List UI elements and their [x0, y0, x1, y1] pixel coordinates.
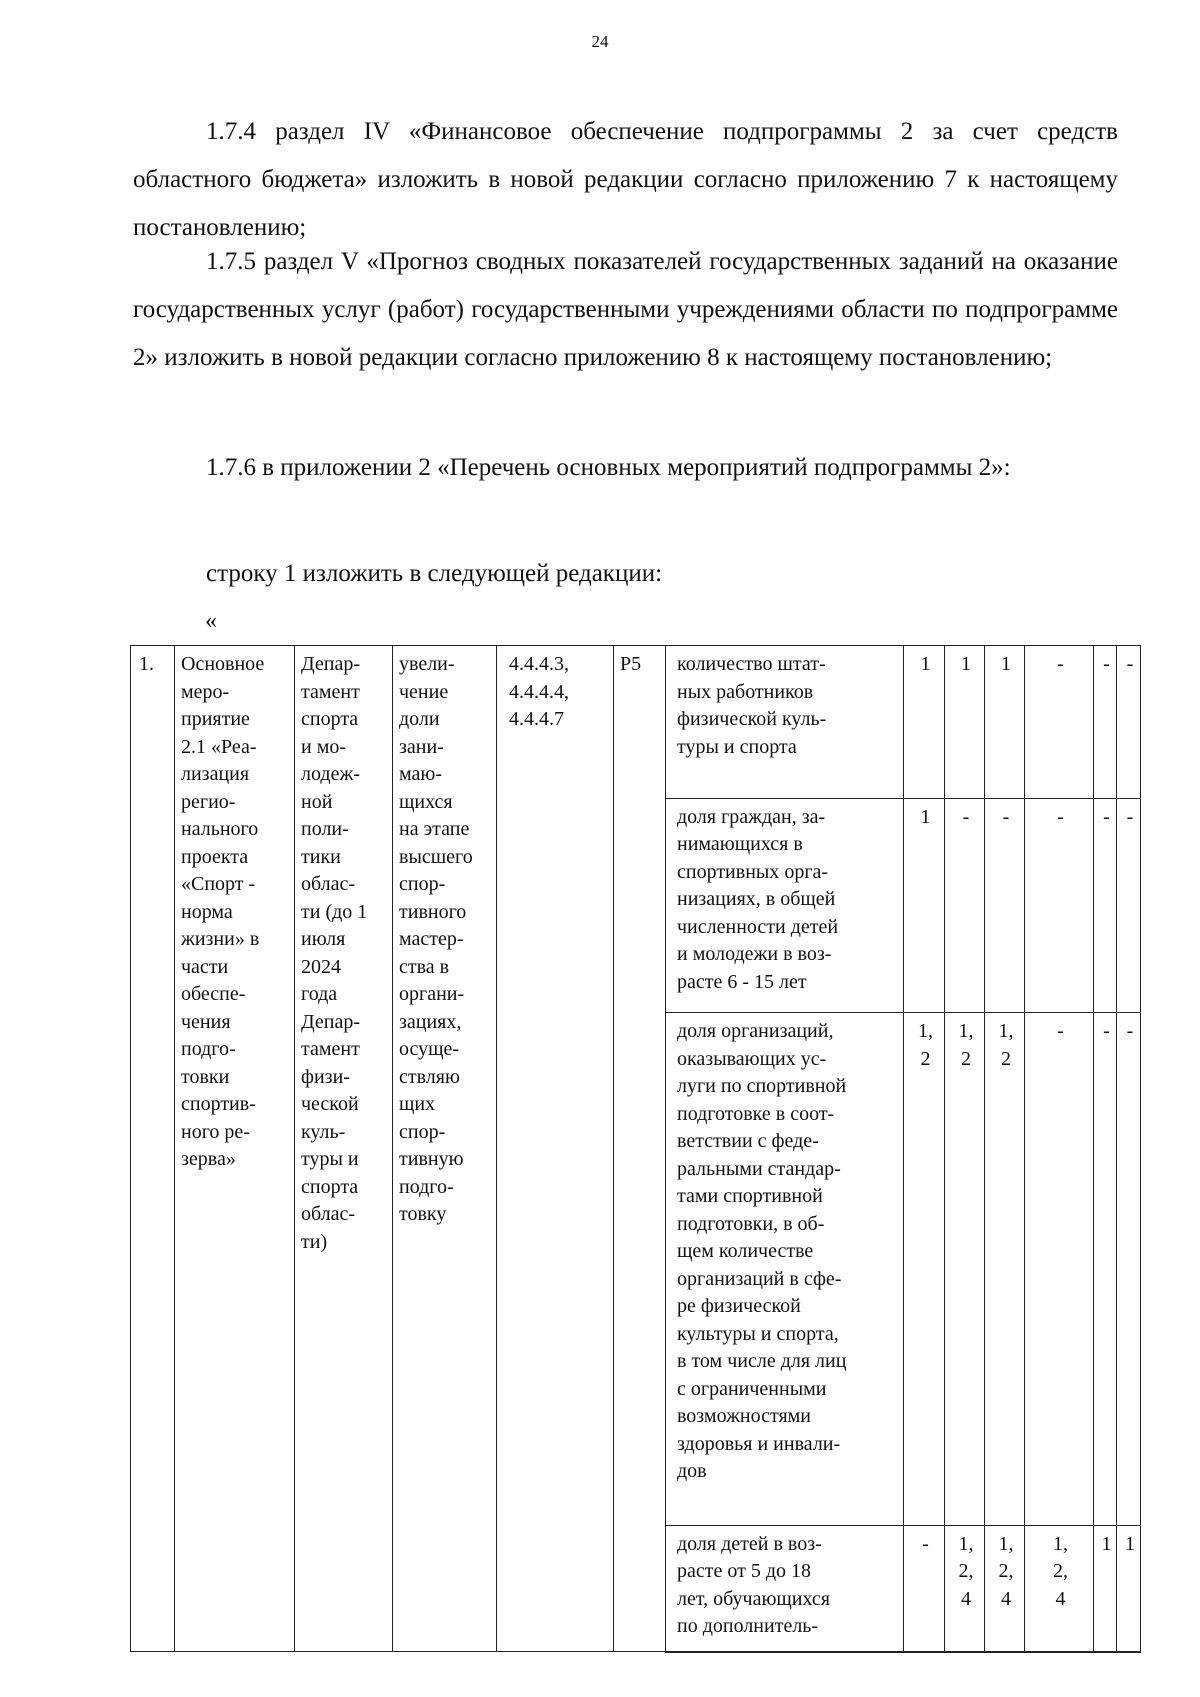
- indicator-codes: 4.4.4.3, 4.4.4.4, 4.4.4.7: [497, 646, 614, 1652]
- indicator-value: 1: [985, 646, 1025, 799]
- paragraph-text: 1.7.5 раздел V «Прогноз сводных показателей государственных заданий на оказание государственных услуг (работ) государственными учреждениями области по подпрограмме 2» изложить в новой редакции согласно приложению 8 к настоящему постановлению;: [133, 248, 1118, 371]
- indicator-value: -: [1025, 798, 1094, 1013]
- indicator-value: 1: [904, 798, 945, 1013]
- indicator-name: доля детей в воз- расте от 5 до 18 лет, обучающихся по дополнитель-: [666, 1525, 904, 1651]
- regional-project-code: Р5: [614, 646, 666, 1652]
- expected-result: увели- чение доли зани- маю- щихся на этапе высшего спор- тивного мастер- ства в органи- зациях, осуще- ствляю щих спор- тивную подго- товку: [393, 646, 497, 1652]
- indicator-value: -: [985, 798, 1025, 1013]
- indicator-value: -: [1094, 1013, 1117, 1525]
- indicator-value: 1, 2, 4: [985, 1525, 1025, 1651]
- indicator-value: -: [1117, 646, 1141, 799]
- indicator-value: -: [1117, 798, 1141, 1013]
- indicator-value: -: [904, 1525, 945, 1651]
- paragraph-1-7-6: [133, 444, 1118, 492]
- paragraph-1-7-5: [133, 238, 1118, 382]
- indicator-value: 1: [945, 646, 985, 799]
- indicator-name: количество штат- ных работников физической куль- туры и спорта: [666, 646, 904, 799]
- indicator-value: 1: [1094, 1525, 1117, 1651]
- indicator-value: -: [1025, 1013, 1094, 1525]
- indicator-value: 1, 2, 4: [945, 1525, 985, 1651]
- indicator-value: -: [1025, 646, 1094, 799]
- indicator-name: доля граждан, за- нимающихся в спортивных орга- низациях, в общей численности детей и молодежи в воз- расте 6 - 15 лет: [666, 798, 904, 1013]
- indicator-name: доля организаций, оказывающих ус- луги по спортивной подготовке в соот- ветствии с феде- ральными стандар- тами спортивной подготовки, в об- щем количестве организаций в сфе- ре физической культуры и спорта, в том числе для лиц с ограниченными возможностями здоровья и инвали- дов: [666, 1013, 904, 1525]
- indicator-value: -: [1117, 1013, 1141, 1525]
- table-row: [131, 646, 1141, 799]
- paragraph-text: 1.7.6 в приложении 2 «Перечень основных мероприятий подпрограммы 2»:: [206, 454, 1011, 481]
- page-number: 24: [591, 32, 609, 51]
- indicator-value: -: [1094, 798, 1117, 1013]
- events-table: [130, 645, 1141, 1653]
- opening-quote: «: [205, 608, 217, 634]
- indicator-value: 1, 2: [945, 1013, 985, 1525]
- indicator-value: -: [1094, 646, 1117, 799]
- indicator-value: 1, 2: [904, 1013, 945, 1525]
- indicator-value: 1: [1117, 1525, 1141, 1651]
- indicator-value: 1: [904, 646, 945, 799]
- paragraph-row-instruction: [133, 550, 1118, 598]
- indicator-value: -: [945, 798, 985, 1013]
- indicator-value: 1, 2, 4: [1025, 1525, 1094, 1651]
- row-number: 1.: [131, 646, 175, 1652]
- executor: Депар- тамент спорта и мо- лодеж- ной поли- тики облас- ти (до 1 июля 2024 года Депар- тамент физи- ческой куль- туры и спорта облас- ти): [295, 646, 393, 1652]
- indicator-value: 1, 2: [985, 1013, 1025, 1525]
- paragraph-text: 1.7.4 раздел IV «Финансовое обеспечение подпрограммы 2 за счет средств областного бюджета» изложить в новой редакции согласно приложению 7 к настоящему постановлению;: [133, 118, 1118, 241]
- paragraph-text: строку 1 изложить в следующей редакции:: [206, 560, 663, 587]
- event-name: Основное меро- приятие 2.1 «Реа- лизация регио- нального проекта «Спорт - норма жизни» в части обеспе- чения подго- товки спортив- ного ре- зерва»: [175, 646, 295, 1652]
- paragraph-1-7-4: [133, 108, 1118, 252]
